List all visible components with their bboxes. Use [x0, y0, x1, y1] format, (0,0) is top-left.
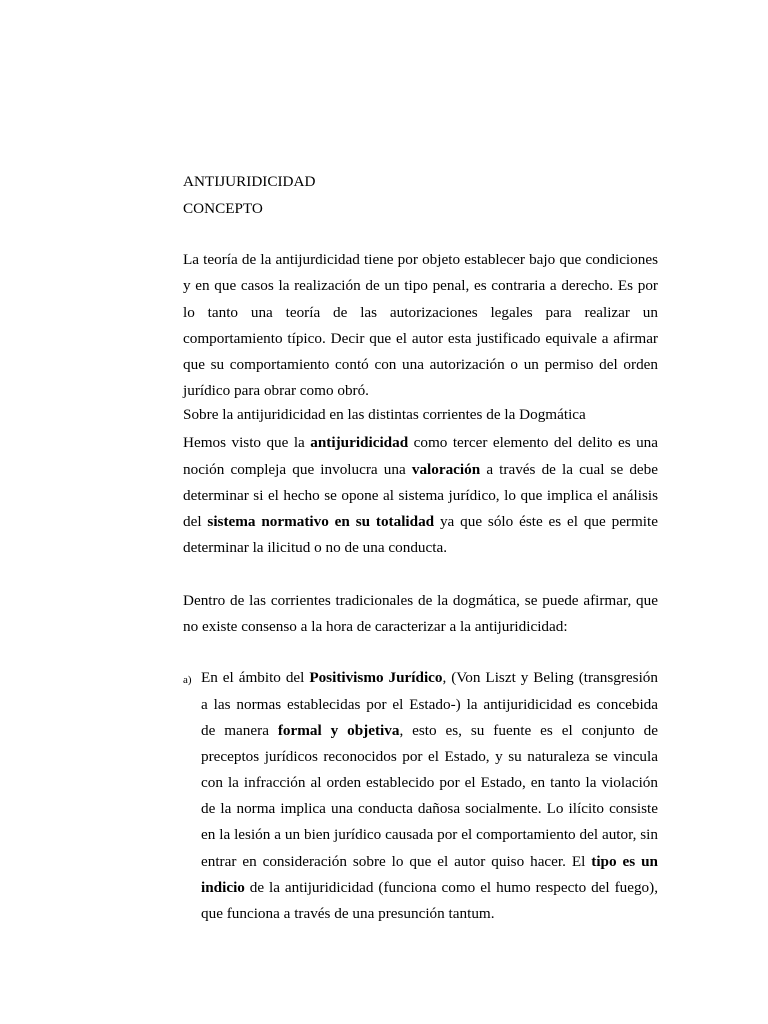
text-line: preceptos jurídicos reconocidos por el Estado, y su naturaleza se vincula: [201, 748, 658, 765]
text-line: en la lesión a un bien jurídico causada por el comportamiento del autor, sin: [201, 826, 658, 843]
bold-term: sistema normativo en su totalidad: [207, 513, 435, 530]
text-line: lo tanto una teoría de las autorizaciones legales para realizar un: [183, 304, 658, 321]
text-line: jurídico para obrar como obró.: [183, 382, 369, 399]
section-heading: Sobre la antijuridicidad en las distintas corrientes de la Dogmática: [183, 406, 586, 423]
bold-term: antijuridicidad: [310, 434, 409, 451]
text-line: de la norma implica una conducta dañosa socialmente. Lo ilícito consiste: [201, 800, 658, 817]
document-title: ANTIJURIDICIDAD: [183, 173, 316, 190]
text-line: entrar en consideración sobre lo que el autor quiso hacer. El tipo es un: [201, 853, 658, 870]
text-line: de manera formal y objetiva, esto es, su fuente es el conjunto de: [201, 722, 658, 739]
text-line: Hemos visto que la antijuridicidad como tercer elemento del delito es una: [183, 434, 659, 451]
text-line: y en que casos la realización de un tipo penal, es contraria a derecho. Es por: [183, 277, 658, 294]
bold-term: tipo es un: [591, 853, 658, 870]
text-line: con la infracción al orden establecido por el Estado, en tanto la violación: [201, 774, 658, 791]
list-marker: a): [183, 674, 192, 686]
bold-term: formal y objetiva: [277, 722, 400, 739]
bold-term: indicio: [201, 879, 245, 896]
text-line: Dentro de las corrientes tradicionales de la dogmática, se puede afirmar, que: [183, 592, 658, 609]
text-line: indicio de la antijuridicidad (funciona como el humo respecto del fuego),: [201, 879, 658, 896]
bold-term: Positivismo Jurídico: [309, 669, 443, 686]
text-line: del sistema normativo en su totalidad ya que sólo éste es el que permite: [183, 513, 658, 530]
text-line: que su comportamiento contó con una autorización o un permiso del orden: [183, 356, 658, 373]
text-line: En el ámbito del Positivismo Jurídico, (Von Liszt y Beling (transgresión: [201, 669, 658, 686]
text-line: La teoría de la antijurdicidad tiene por objeto establecer bajo que condiciones: [183, 251, 658, 268]
bold-term: valoración: [411, 461, 481, 478]
text-line: comportamiento típico. Decir que el autor esta justificado equivale a afirmar: [183, 330, 658, 347]
text-line: que funciona a través de una presunción tantum.: [201, 905, 495, 922]
text-line: determinar si el hecho se opone al sistema jurídico, lo que implica el análisis: [183, 487, 658, 504]
document-subtitle: CONCEPTO: [183, 200, 263, 217]
text-line: noción compleja que involucra una valoración a través de la cual se debe: [183, 461, 658, 478]
text-line: determinar la ilicitud o no de una conducta.: [183, 539, 448, 556]
text-line: no existe consenso a la hora de caracterizar a la antijuridicidad:: [183, 618, 568, 635]
text-line: a las normas establecidas por el Estado-) la antijuridicidad es concebida: [201, 696, 658, 713]
